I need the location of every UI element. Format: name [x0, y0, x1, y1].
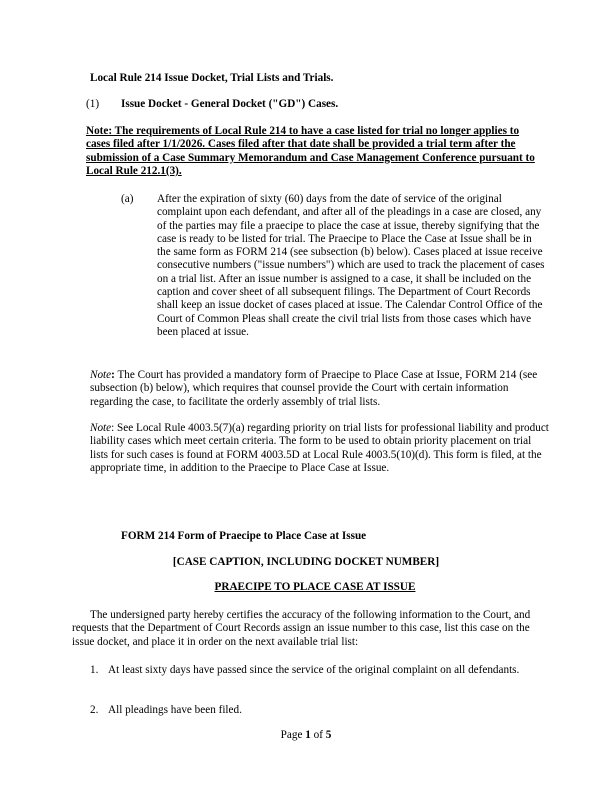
note-priority — [90, 422, 550, 475]
applicability-note: Note: The requirements of Local Rule 214 to have a case listed for trial no longer applies to cases filed after 1/1/2026. Cases filed after that date shall be provided a trial term after the submission of a Case Summary Memorandum and Case Management Conference pursuant to Local Rule 212.1(3). — [86, 125, 535, 177]
note-label: Note — [90, 422, 112, 434]
note-separator: : — [111, 369, 115, 381]
list-item: At least sixty days have passed since the service of the original complaint on all defendants. — [108, 664, 520, 676]
of-word: of — [310, 729, 326, 741]
form-title: FORM 214 Form of Praecipe to Place Case at Issue — [121, 530, 367, 542]
note-text: See Local Rule 4003.5(7)(a) regarding priority on trial lists for professional liability and product liability cases which meet certain criteria. The form to be used to obtain priority placement on trial lists for such cases is found at FORM 4003.5D at Local Rule 4003.5(10)(d). This form is filed, at the appropriate time, in addition to the Praecipe to Place Case at Issue. — [90, 422, 549, 474]
form-caption: [CASE CAPTION, INCLUDING DOCKET NUMBER] — [172, 556, 440, 568]
page-footer — [0, 729, 612, 742]
note-text: The Court has provided a mandatory form of Praecipe to Place Case at Issue, FORM 214 (see subsection (b) below), which requires that counsel provide the Court with certain information regarding the case, to facilitate the orderly assembly of trial lists. — [90, 369, 538, 408]
page-word: Page — [280, 729, 306, 741]
list-item-number: 2. — [90, 704, 99, 716]
section-number: (1) — [86, 98, 100, 110]
paragraph-a-label: (a) — [121, 193, 134, 205]
form-intro-text: The undersigned party hereby certifies the accuracy of the following information to the Court, and requests that the Department of Court Records assign an issue number to this case, list this case on the issue docket, and place it in order on the next available trial list: — [72, 609, 531, 648]
paragraph-a-text: After the expiration of sixty (60) days from the date of service of the original complaint upon each defendant, and after all of the pleadings in a case are closed, any of the parties may file a praecipe to place the case at issue, thereby signifying that the case is ready to be listed for trial. The Praecipe to Place the Case at Issue shall be in the same form as FORM 214 (see subsection (b) below). Cases placed at issue receive consecutive numbers ("issue numbers") which are used to track the placement of cases on a trial list. After an issue number is assigned to a case, it shall be included on the caption and cover sheet of all subsequent filings. The Department of Court Records shall keep an issue docket of cases placed at issue. The Calendar Control Office of the Court of Common Pleas shall create the civil trial lists from those cases which have been placed at issue. — [157, 193, 545, 338]
note-form-214 — [90, 369, 550, 409]
rule-title: Local Rule 214 Issue Docket, Trial Lists and Trials. — [90, 72, 334, 84]
praecipe-heading: PRAECIPE TO PLACE CASE AT ISSUE — [214, 581, 416, 593]
list-item-number: 1. — [90, 664, 99, 676]
page-total: 5 — [325, 729, 332, 741]
note-label: Note — [90, 369, 112, 381]
list-item: All pleadings have been filed. — [108, 704, 242, 716]
page-current: 1 — [305, 729, 311, 741]
form-intro — [72, 609, 552, 649]
note-separator: : — [111, 422, 115, 434]
section-title: Issue Docket - General Docket ("GD") Cases. — [121, 98, 339, 110]
